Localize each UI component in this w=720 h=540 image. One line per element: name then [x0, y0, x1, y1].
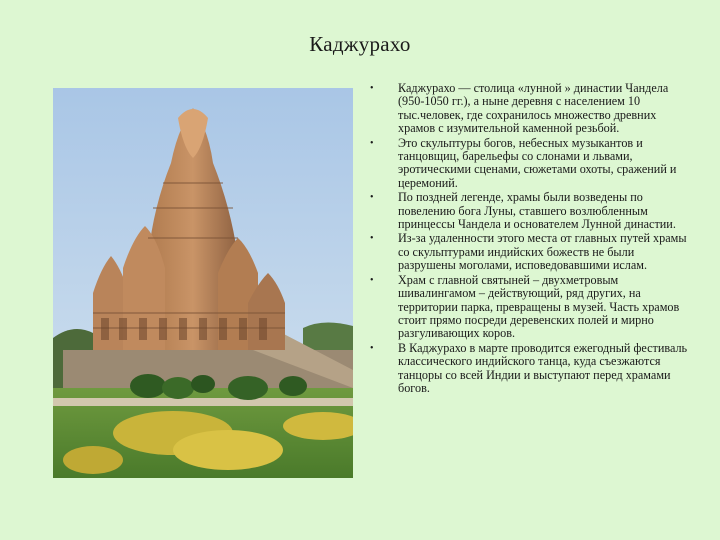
- list-item: [370, 137, 690, 191]
- list-item: [370, 342, 690, 396]
- list-item: [370, 82, 690, 136]
- bullet-icon: •: [370, 83, 374, 94]
- bullet-text: По поздней легенде, храмы были возведены по повелению бога Луны, ставшего возлюбленным принцессы Чандела и основателем Лунной династии.: [398, 190, 676, 232]
- bullet-text: Из-за удаленности этого места от главных путей храмы со скульптурами индийских божеств не были разрушены моголами, исповедовавшими ислам.: [398, 231, 687, 273]
- slide-title: Каджурахо: [309, 32, 411, 56]
- bullet-text: Каджурахо — столица «лунной » династии Чандела (950-1050 гг.), а ныне деревня с населением 10 тыс.человек, где сохранилось множество древних храмов с изумительной каменной резьбой.: [398, 81, 669, 136]
- bullet-icon: •: [370, 192, 374, 204]
- bullet-icon: •: [370, 233, 374, 245]
- list-item: [370, 191, 690, 231]
- list-item: [370, 274, 690, 341]
- bullet-text: Это скульптуры богов, небесных музыкантов и танцовщиц, барельефы со слонами и львами, эротическими сценами, сюжетами охоты, сражений и церемоний.: [398, 135, 677, 190]
- bullet-text: Храм с главной святыней – двухметровым шивалингамом – действующий, ряд других, на территории парка, превращены в музей. Часть храмов стоит прямо посреди деревенских полей и мирно разгуливающих коров.: [398, 272, 680, 341]
- bullet-icon: •: [370, 137, 374, 149]
- bullet-list: [370, 82, 690, 396]
- bullet-icon: •: [370, 274, 374, 286]
- temple-photo: [53, 88, 353, 478]
- bullet-text: В Каджурахо в марте проводится ежегодный фестиваль классического индийского танца, куда съезжаются танцоры со всей Индии и выступают перед храмами богов.: [398, 340, 688, 395]
- list-item: [370, 232, 690, 272]
- bullet-icon: •: [370, 342, 374, 354]
